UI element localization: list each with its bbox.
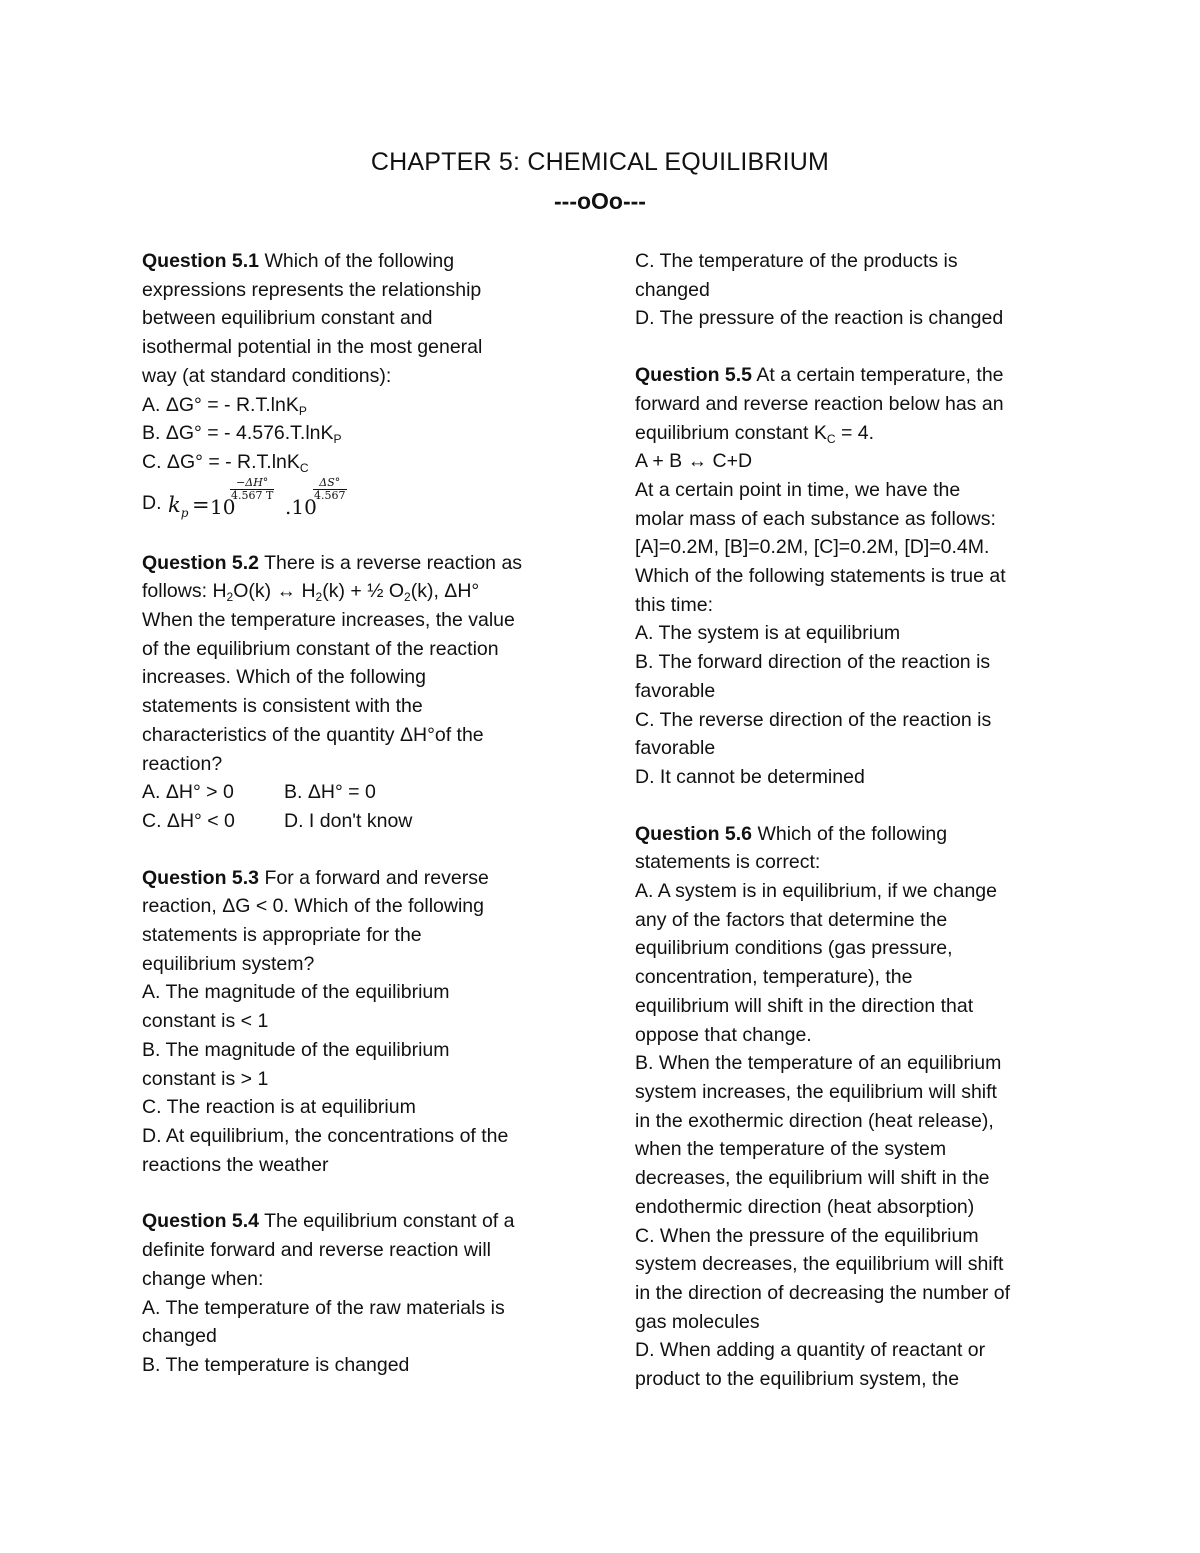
question-5-2-options-row bbox=[142, 807, 582, 836]
question-5-6-line: statements is correct: bbox=[635, 851, 821, 874]
question-5-5-line: Which of the following statements is true at bbox=[635, 565, 1006, 588]
question-5-6-line: Question 5.6 Which of the following bbox=[635, 822, 948, 845]
question-5-5-option-c: C. The reverse direction of the reaction is bbox=[635, 708, 992, 731]
question-5-5-label: Question 5.5 bbox=[635, 364, 753, 387]
question-5-6-line: system increases, the equilibrium will shift bbox=[635, 1080, 997, 1103]
question-5-6-line: product to the equilibrium system, the bbox=[635, 1368, 960, 1391]
question-5-1-option-a: A. ΔG° = - R.T.lnK$_P$ bbox=[142, 393, 307, 418]
formula-equals: = bbox=[192, 492, 210, 517]
title-divider: ---oOo--- bbox=[554, 188, 646, 214]
question-5-2-option-b: B. ΔH° = 0 bbox=[284, 781, 376, 804]
question-5-4-line: definite forward and reverse reaction will bbox=[142, 1239, 492, 1262]
question-5-2-options-row bbox=[142, 778, 582, 807]
question-5-5-line: this time: bbox=[635, 593, 714, 616]
question-5-2-line: Question 5.2 There is a reverse reaction as bbox=[142, 551, 523, 574]
formula-exponent-1: $\frac{-\Delta H^\circ}{4.567 T}$ bbox=[231, 475, 274, 502]
question-5-3-line: reactions the weather bbox=[142, 1153, 329, 1176]
question-5-6-line: endothermic direction (heat absorption) bbox=[635, 1195, 975, 1218]
question-5-1-line: between equilibrium constant and bbox=[142, 307, 433, 330]
question-5-5-line: Question 5.5 At a certain temperature, the bbox=[635, 364, 1004, 387]
formula-base-1: 10 bbox=[210, 494, 236, 519]
question-5-5-line: equilibrium constant $K_C = 4$. bbox=[635, 421, 875, 446]
question-5-2-line: statements is consistent with the bbox=[142, 695, 423, 718]
question-5-6-line: in the direction of decreasing the number of bbox=[635, 1281, 1011, 1304]
question-5-1-line: expressions represents the relationship bbox=[142, 278, 482, 301]
question-5-6-option-d: D. When adding a quantity of reactant or bbox=[635, 1339, 986, 1362]
question-5-4-option-d: D. The pressure of the reaction is changed bbox=[635, 307, 1004, 330]
question-5-6-label: Question 5.6 bbox=[635, 822, 753, 845]
question-5-6-option-c: C. When the pressure of the equilibrium bbox=[635, 1224, 979, 1247]
question-5-5-line: molar mass of each substance as follows: bbox=[635, 507, 996, 530]
question-5-4-line: change when: bbox=[142, 1267, 264, 1290]
question-5-5-line: favorable bbox=[635, 679, 716, 702]
left-column bbox=[142, 247, 582, 1380]
question-5-5-option-d: D. It cannot be determined bbox=[635, 765, 865, 788]
right-column bbox=[635, 247, 1075, 1394]
question-5-3-line: Question 5.3 For a forward and reverse bbox=[142, 866, 489, 889]
formula-base-2: .10 bbox=[285, 494, 317, 519]
question-5-5-line: forward and reverse reaction below has an bbox=[635, 392, 1004, 415]
question-5-5-option-b: B. The forward direction of the reaction is bbox=[635, 651, 991, 674]
question-5-3-line: constant is > 1 bbox=[142, 1067, 269, 1090]
question-5-1-line: way (at standard conditions): bbox=[142, 364, 392, 387]
question-5-3-label: Question 5.3 bbox=[142, 866, 260, 889]
question-5-6-option-a: A. A system is in equilibrium, if we change bbox=[635, 880, 997, 903]
question-5-6-line: system decreases, the equilibrium will shift bbox=[635, 1253, 1004, 1276]
question-5-1-option-d-formula bbox=[142, 477, 582, 521]
question-5-6-line: equilibrium will shift in the direction that bbox=[635, 994, 974, 1017]
question-5-3-line: reaction, ΔG < 0. Which of the following bbox=[142, 895, 484, 918]
question-5-2-line: increases. Which of the following bbox=[142, 666, 426, 689]
question-5-4-option-b: B. The temperature is changed bbox=[142, 1353, 410, 1376]
option-d-label: D. bbox=[142, 491, 162, 514]
question-5-6-line: any of the factors that determine the bbox=[635, 908, 948, 931]
question-5-4-line: Question 5.4 The equilibrium constant of a bbox=[142, 1210, 515, 1233]
formula-exponent-2: $\frac{\Delta S^\circ}{4.567}$ bbox=[314, 475, 346, 502]
question-5-3-option-b: B. The magnitude of the equilibrium bbox=[142, 1038, 450, 1061]
question-5-1-line: isothermal potential in the most general bbox=[142, 336, 483, 359]
question-5-6-line: when the temperature of the system bbox=[635, 1138, 947, 1161]
question-5-4-line: changed bbox=[142, 1325, 217, 1348]
question-5-2-label: Question 5.2 bbox=[142, 551, 260, 574]
question-5-1-label: Question 5.1 bbox=[142, 250, 260, 272]
question-5-4-option-a: A. The temperature of the raw materials is bbox=[142, 1296, 505, 1319]
question-5-6-line: in the exothermic direction (heat release), bbox=[635, 1109, 994, 1132]
question-5-6-option-b: B. When the temperature of an equilibrium bbox=[635, 1052, 1002, 1075]
question-5-1-line: Question 5.1 Which of the following bbox=[142, 250, 455, 272]
question-5-2-line: characteristics of the quantity ΔH°of the bbox=[142, 723, 484, 746]
question-5-3-line: constant is < 1 bbox=[142, 1010, 269, 1033]
question-5-1-option-c: C. ΔG° = - R.T.lnK$_C$ bbox=[142, 450, 309, 475]
formula-kp: $k_p$ bbox=[168, 492, 189, 520]
question-5-6-line: equilibrium conditions (gas pressure, bbox=[635, 937, 953, 960]
question-5-2-line: When the temperature increases, the value bbox=[142, 609, 515, 632]
question-5-3-option-d: D. At equilibrium, the concentrations of the bbox=[142, 1124, 509, 1147]
question-5-2-option-d: D. I don't know bbox=[284, 809, 413, 832]
question-5-1-option-b: B. ΔG° = - 4.576.T.lnK$_P$ bbox=[142, 422, 342, 447]
question-5-5-line: [A]=0.2M, [B]=0.2M, [C]=0.2M, [D]=0.4M. bbox=[635, 536, 990, 559]
question-5-3-line: statements is appropriate for the bbox=[142, 924, 422, 947]
question-5-4-option-c: C. The temperature of the products is bbox=[635, 250, 958, 272]
question-5-2-line: reaction? bbox=[142, 752, 223, 775]
question-5-6-line: concentration, temperature), the bbox=[635, 966, 913, 989]
question-5-3-line: equilibrium system? bbox=[142, 952, 315, 975]
question-5-2-option-a: A. ΔH° > 0 bbox=[142, 781, 234, 804]
question-5-6-line: oppose that change. bbox=[635, 1023, 812, 1046]
question-5-3-option-a: A. The magnitude of the equilibrium bbox=[142, 981, 450, 1004]
question-5-6-line: gas molecules bbox=[635, 1310, 760, 1333]
question-5-2-option-c: C. ΔH° < 0 bbox=[142, 809, 235, 832]
question-5-6-line: decreases, the equilibrium will shift in the bbox=[635, 1167, 990, 1190]
question-5-4-label: Question 5.4 bbox=[142, 1210, 260, 1233]
question-5-5-reaction: A + B ↔ C+D bbox=[635, 450, 753, 473]
question-5-5-line: At a certain point in time, we have the bbox=[635, 478, 961, 501]
question-5-3-option-c: C. The reaction is at equilibrium bbox=[142, 1096, 416, 1119]
question-5-2-line: of the equilibrium constant of the reaction bbox=[142, 637, 499, 660]
question-5-2-reaction: follows: $H_2O(k)$ ↔ $H_2(k)$ + ½ $O_2(k)$, ΔH° bbox=[142, 580, 480, 605]
question-5-5-option-a: A. The system is at equilibrium bbox=[635, 622, 901, 645]
question-5-4-line: changed bbox=[635, 278, 710, 301]
chapter-title: CHAPTER 5: CHEMICAL EQUILIBRIUM bbox=[370, 148, 830, 176]
question-5-5-line: favorable bbox=[635, 737, 716, 760]
